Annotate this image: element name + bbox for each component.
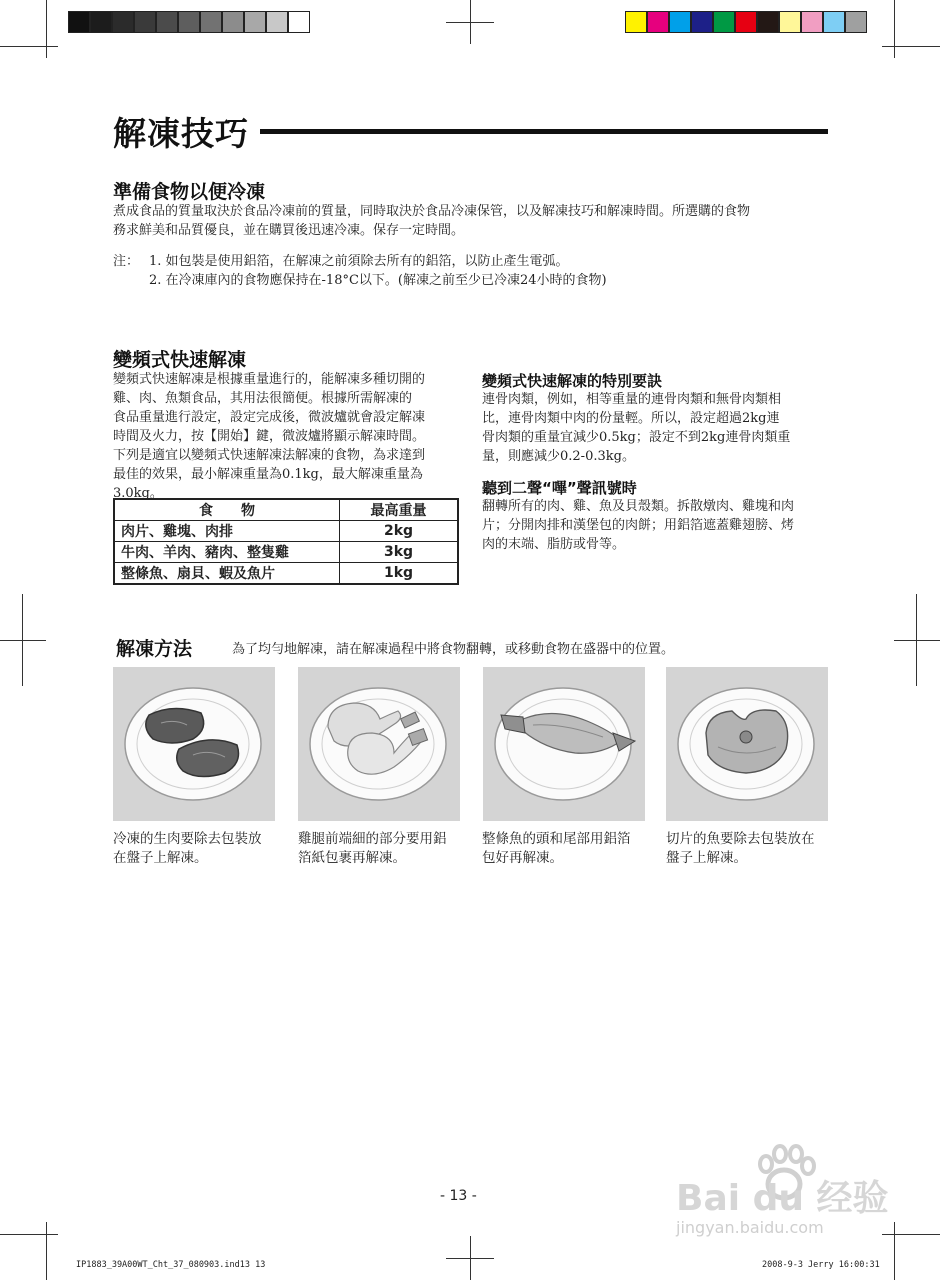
- photo-caption: [298, 830, 468, 868]
- color-swatch: [134, 11, 156, 33]
- page-title: 解凍技巧: [113, 114, 249, 153]
- table-header-weight: 最高重量: [340, 499, 459, 521]
- caption-line: 包好再解凍。: [482, 850, 563, 866]
- beep-heading: 聽到二聲“嗶”聲訊號時: [482, 479, 637, 497]
- table-cell-weight: 1kg: [340, 563, 459, 585]
- photo-caption: [482, 830, 652, 868]
- table-header-food: 食 物: [114, 499, 340, 521]
- caption-line: 盤子上解凍。: [666, 850, 747, 866]
- caption-line: 箔紙包裹再解凍。: [298, 850, 406, 866]
- crop-mark: [446, 22, 494, 23]
- table-cell-weight: 3kg: [340, 542, 459, 563]
- photo-caption: [113, 830, 283, 868]
- tips-heading: 變頻式快速解凍的特別要訣: [482, 372, 663, 390]
- tips-line: 骨肉類的重量宜減少0.5kg；設定不到2kg連骨肉類重: [482, 430, 791, 445]
- color-swatch: [647, 11, 669, 33]
- inverter-paragraph: [113, 370, 463, 503]
- color-swatch: [823, 11, 845, 33]
- tips-line: 量，則應減少0.2-0.3kg。: [482, 449, 635, 464]
- crop-mark: [882, 46, 940, 47]
- defrost-weight-table: [113, 498, 459, 585]
- inverter-line: 時間及火力，按【開始】鍵，微波爐將顯示解凍時間。: [113, 429, 426, 444]
- method-heading: 解凍方法: [116, 638, 193, 660]
- crop-mark: [0, 46, 58, 47]
- crop-mark: [882, 1234, 940, 1235]
- color-swatch: [735, 11, 757, 33]
- crop-mark: [0, 1234, 58, 1235]
- color-swatch: [178, 11, 200, 33]
- beep-line: 片；分開肉排和漢堡包的肉餅；用鋁箔遮蓋雞翅膀、烤: [482, 518, 795, 533]
- color-swatch: [266, 11, 288, 33]
- color-calibration-bar: [625, 11, 867, 33]
- color-swatch: [288, 11, 310, 33]
- caption-line: 雞腿前端細的部分要用鋁: [298, 831, 447, 847]
- inverter-line: 變頻式快速解凍是根據重量進行的，能解凍多種切開的: [113, 372, 426, 387]
- caption-line: 冷凍的生肉要除去包裝放: [113, 831, 262, 847]
- fish-steak-plate-icon: [666, 667, 828, 821]
- color-swatch: [156, 11, 178, 33]
- prep-paragraph: [113, 202, 833, 240]
- beep-line: 肉的末端、脂肪或骨等。: [482, 537, 626, 552]
- crop-mark: [46, 0, 47, 58]
- title-rule: [260, 129, 828, 134]
- color-swatch: [90, 11, 112, 33]
- watermark-url: jingyan.baidu.com: [676, 1218, 824, 1237]
- chicken-leg-plate-icon: [298, 667, 460, 821]
- color-swatch: [669, 11, 691, 33]
- crop-mark: [0, 640, 46, 641]
- color-swatch: [222, 11, 244, 33]
- tips-paragraph: [482, 390, 832, 466]
- prep-line: 務求鮮美和品質優良，並在購買後迅速冷凍。保存一定時間。: [113, 223, 465, 238]
- beep-paragraph: [482, 497, 832, 554]
- beep-line: 翻轉所有的肉、雞、魚及貝殼類。拆散燉肉、雞塊和肉: [482, 499, 795, 514]
- crop-mark: [46, 1222, 47, 1280]
- watermark-brand: Bai du 经验: [676, 1178, 889, 1219]
- note-label: 注：: [113, 254, 140, 269]
- crop-mark: [446, 1258, 494, 1259]
- tips-line: 連骨肉類，例如，相等重量的連骨肉類和無骨肉類相: [482, 392, 782, 407]
- caption-line: 在盤子上解凍。: [113, 850, 208, 866]
- inverter-line: 3.0kg。: [113, 486, 163, 501]
- table-row: [114, 563, 458, 585]
- table-cell-food: 肉片、雞塊、肉排: [114, 521, 340, 542]
- color-swatch: [200, 11, 222, 33]
- table-row: [114, 521, 458, 542]
- caption-line: 切片的魚要除去包裝放在: [666, 831, 815, 847]
- note-1: 1. 如包裝是使用鋁箔，在解凍之前須除去所有的鋁箔，以防止產生電弧。: [149, 254, 569, 269]
- crop-mark: [894, 640, 940, 641]
- inverter-line: 下列是適宜以變頻式快速解凍法解凍的食物，為求達到: [113, 448, 426, 463]
- grayscale-calibration-bar: [68, 11, 310, 33]
- crop-mark: [894, 1222, 895, 1280]
- color-swatch: [112, 11, 134, 33]
- method-intro: 為了均勻地解凍，請在解凍過程中將食物翻轉，或移動食物在盛器中的位置。: [232, 642, 675, 657]
- table-row: [114, 542, 458, 563]
- inverter-line: 雞、肉、魚類食品，其用法很簡便。根據所需解凍的: [113, 391, 413, 406]
- color-swatch: [757, 11, 779, 33]
- color-swatch: [68, 11, 90, 33]
- page-number: - 13 -: [440, 1188, 477, 1204]
- note-2: 2. 在冷凍庫內的食物應保持在-18°C以下。(解凍之前至少已冷凍24小時的食物): [149, 273, 607, 288]
- color-swatch: [691, 11, 713, 33]
- table-header-row: [114, 499, 458, 521]
- color-swatch: [845, 11, 867, 33]
- inverter-line: 最佳的效果，最小解凍重量為0.1kg，最大解凍重量為: [113, 467, 423, 482]
- prep-line: 煮成食品的質量取決於食品冷凍前的質量，同時取決於食品冷凍保管，以及解凍技巧和解凍時間。所選購的食物: [113, 204, 751, 219]
- crop-mark: [894, 0, 895, 58]
- footer-timestamp: 2008-9-3 Jerry 16:00:31: [762, 1260, 880, 1270]
- whole-fish-plate-icon: [483, 667, 645, 821]
- steak-plate-icon: [113, 667, 275, 821]
- table-cell-food: 整條魚、扇貝、蝦及魚片: [114, 563, 340, 585]
- table-cell-weight: 2kg: [340, 521, 459, 542]
- color-swatch: [713, 11, 735, 33]
- tips-line: 比，連骨肉類中肉的份量輕。所以，設定超過2kg連: [482, 411, 780, 426]
- color-swatch: [779, 11, 801, 33]
- photo-caption: [666, 830, 836, 868]
- color-swatch: [801, 11, 823, 33]
- inverter-line: 食品重量進行設定，設定完成後，微波爐就會設定解凍: [113, 410, 426, 425]
- prep-heading: 準備食物以便冷凍: [113, 181, 266, 203]
- caption-line: 整條魚的頭和尾部用鋁箔: [482, 831, 631, 847]
- inverter-heading: 變頻式快速解凍: [113, 349, 247, 371]
- footer-file-info: IP1883_39A00WT_Cht_37_080903.ind13 13: [76, 1260, 266, 1270]
- table-cell-food: 牛肉、羊肉、豬肉、整隻雞: [114, 542, 340, 563]
- color-swatch: [244, 11, 266, 33]
- color-swatch: [625, 11, 647, 33]
